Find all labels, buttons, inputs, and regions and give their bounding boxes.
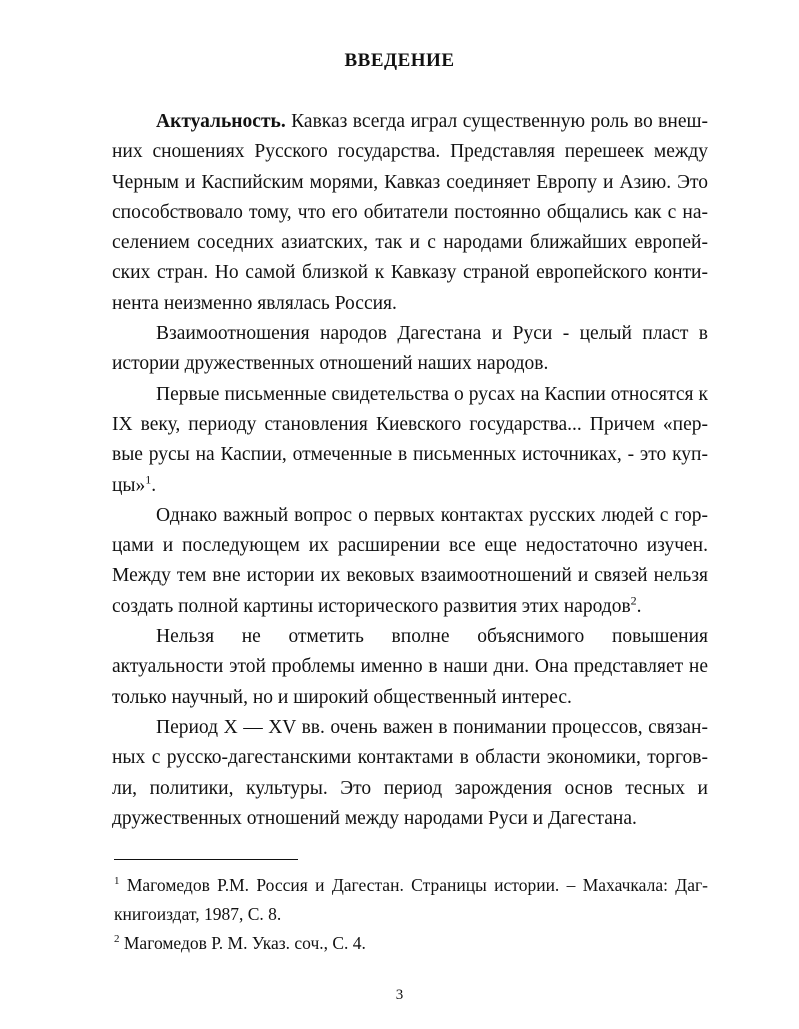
page-title: ВВЕДЕНИЕ (344, 50, 455, 71)
paragraph-text: Однако важный вопрос о первых контактах русских людей с горцами и последующем их расширении все еще недостаточно изучен. Между тем вне истории их вековых взаимоотношений и связей нельзя создать полной картины исторического развития этих народов (112, 504, 708, 617)
paragraph: Нельзя не отметить вполне объяснимого повышения актуальности этой проблемы именно в наши дни. Она представляет не только научный, но и широкий общественный интерес. (112, 626, 708, 708)
page-number: 3 (395, 987, 404, 1003)
paragraph-punctuation: . (151, 474, 157, 496)
body-text (112, 107, 708, 834)
footnote-ref[interactable]: 2 (630, 593, 637, 608)
paragraph (112, 501, 708, 622)
footnote-mark: 2 (114, 933, 120, 946)
footnote-divider (114, 859, 298, 860)
footnote-ref[interactable]: 1 (145, 472, 152, 487)
footnote-text: Магомедов Р. М. Указ. соч., С. 4. (119, 933, 366, 953)
footnote-text: Магомедов Р.М. Россия и Дагестан. Страницы истории. – Махачкала: Дагкнигоиздат, 1987, С. 8. (114, 875, 708, 924)
paragraph: Период X — XV вв. очень важен в понимании процессов, связанных с русско-дагестанскими контактами в области экономики, торговли, политики, культуры. Это период зарождения основ тесных и дружественных отношений между народами Руси и Дагестана. (112, 716, 708, 829)
footnote (114, 929, 708, 958)
footnote-mark: 1 (114, 875, 120, 888)
footnote (114, 871, 708, 929)
paragraph-text: Первые письменные свидетельства о русах на Каспии относятся к IX веку, периоду становления Киевского государства... Причем «первые русы на Каспии, отмеченные в письменных источниках, - это купцы» (112, 383, 708, 496)
paragraph-relevance (112, 107, 708, 319)
paragraph-text: Кавказ всегда играл существенную роль во внешних сношениях Русского государства. Представляя перешеек между Черным и Каспийским морями, Кавказ соединяет Европу и Азию. Это способствовало тому, что его обитатели постоянно общались как с населением соседних азиатских, так и с народами ближайших европейских стран. Но самой близкой к Кавказу страной европейского континента неизменно являлась Россия. (112, 111, 708, 314)
paragraph: Взаимоотношения народов Дагестана и Руси - целый пласт в истории дружественных отношений наших народов. (112, 323, 708, 375)
paragraph (112, 380, 708, 501)
paragraph-lead: Актуальность. (156, 111, 286, 132)
paragraph-punctuation: . (636, 595, 642, 617)
footnotes (114, 871, 708, 958)
